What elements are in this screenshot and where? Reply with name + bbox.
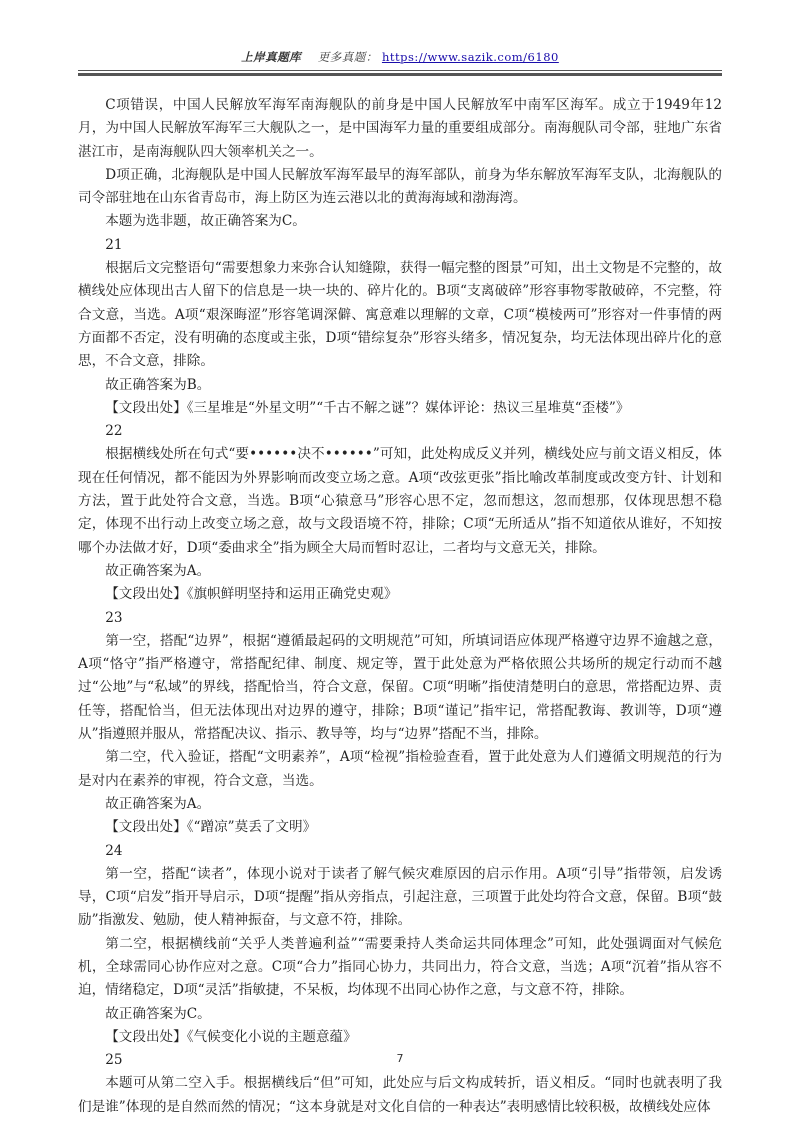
header-brand: 上岸真题库: [241, 50, 302, 64]
question-number: 24: [105, 842, 123, 859]
paragraph: 本题可从第二空入手。根据横线后“但”可知，此处应与后文构成转折，语义相反。“同时也就表明了我们是谁”体现的是自然而然的情况；“这本身就是对文化自信的一种表达”表明感情比较积极，故横线处应体: [78, 1075, 722, 1115]
paragraph: C项错误，中国人民解放军海军南海舰队的前身是中国人民解放军中南军区海军。成立于1949年12月，为中国人民解放军海军三大舰队之一，是中国海军力量的重要组成部分。南海舰队司令部，驻地广东省湛江市，是南海舰队四大领率机关之一。: [78, 97, 722, 160]
page-header: [78, 48, 722, 66]
paragraph: 第一空，搭配“读者”，体现小说对于读者了解气候灾难原因的启示作用。A项“引导”指带领，启发诱导，C项“启发”指开导启示，D项“提醒”指从旁指点，引起注意，三项置于此处均符合文意，保留。B项“鼓励”指激发、勉励，使人精神振奋，与文意不符，排除。: [78, 865, 722, 929]
source-line: 【文段出处】《“蹭凉”莫丢了文明》: [105, 819, 317, 836]
source-line: 【文段出处】《三星堆是“外星文明”“千古不解之谜”？媒体评论：热议三星堆莫“歪楼”》: [105, 399, 630, 416]
paragraph: 第二空，代入验证，搭配“文明素养”，A项“检视”指检验查看，置于此处意为人们遵循文明规范的行为是对内在素养的审视，符合文意，当选。: [78, 749, 722, 789]
document-body: [78, 94, 722, 1119]
source-line: 【文段出处】《旗帜鲜明坚持和运用正确党史观》: [105, 586, 398, 603]
question-number: 22: [105, 423, 123, 440]
paragraph: D项正确，北海舰队是中国人民解放军海军最早的海军部队，前身为华东解放军海军支队，北海舰队的司令部驻地在山东省青岛市，海上防区为连云港以北的黄海海域和渤海湾。: [78, 166, 722, 207]
header-link[interactable]: https://www.sazik.com/6180: [381, 50, 559, 64]
paragraph: 根据横线处所在句式“要••••••决不••••••”可知，此处构成反义并列，横线处应与前文语义相反，体现在任何情况，都不能因为外界影响而改变立场之意。A项“改弦更张”指比喻改革制度或改变方针、计划和方法，置于此处符合文意，当选。B项“心猿意马”形容心思不定，忽而想这，忽而想那，仅体现思想不稳定，体现不出行动上改变立场之意，故与文段语境不符，排除；C项“无所适从”指不知道依从谁好，不知按哪个办法做才好，D项“委曲求全”指为顾全大局而暂时忍让，二者均与文意无关，排除。: [78, 446, 722, 556]
paragraph: 根据后文完整语句“需要想象力来弥合认知缝隙，获得一幅完整的图景”可知，出土文物是不完整的，故横线处应体现出古人留下的信息是一块一块的、碎片化的。B项“支离破碎”形容事物零散破碎，不完整，符合文意，当选。A项“艰深晦涩”形容笔调深僻、寓意难以理解的文章，C项“模棱两可”形容对一件事情的两方面都不否定，没有明确的态度或主张，D项“错综复杂”形容头绪多，情况复杂，均无法体现出碎片化的意思，不合文意，排除。: [78, 260, 722, 370]
question-number: 25: [105, 1052, 123, 1069]
paragraph: 故正确答案为A。: [105, 562, 211, 579]
header-rule: [78, 70, 722, 76]
paragraph: 故正确答案为C。: [105, 1005, 211, 1022]
question-number: 23: [105, 609, 123, 626]
paragraph: 故正确答案为A。: [105, 795, 211, 812]
paragraph: 第二空，根据横线前“关乎人类普遍利益”“需要秉持人类命运共同体理念”可知，此处强调面对气候危机，全球需同心协作应对之意。C项“合力”指同心协力，共同出力，符合文意，当选；A项“沉着”指从容不迫，情绪稳定，D项“灵活”指敏捷，不呆板，均体现不出同心协作之意，与文意不符，排除。: [78, 935, 722, 999]
question-number: 21: [105, 236, 123, 253]
source-line: 【文段出处】《气候变化小说的主题意蕴》: [105, 1028, 357, 1045]
page-number: 7: [396, 1052, 404, 1065]
paragraph: 第一空，搭配“边界”，根据“遵循最起码的文明规范”可知，所填词语应体现严格遵守边界不逾越之意，A项“恪守”指严格遵守，常搭配纪律、制度、规定等，置于此处意为严格依照公共场所的规定行动而不越过“公地”与“私域”的界线，搭配恰当，符合文意，保留。C项“明晰”指使清楚明白的意思，常搭配边界、责任等，搭配恰当，但无法体现出对边界的遵守，排除；B项“谨记”指牢记，常搭配教诲、教训等，D项“遵从”指遵照并服从，常搭配决议、指示、教导等，均与“边界”搭配不当，排除。: [78, 632, 722, 743]
header-more-label: 更多真题：: [317, 50, 378, 64]
paragraph: 本题为选非题，故正确答案为C。: [105, 213, 306, 230]
paragraph: 故正确答案为B。: [105, 376, 211, 393]
